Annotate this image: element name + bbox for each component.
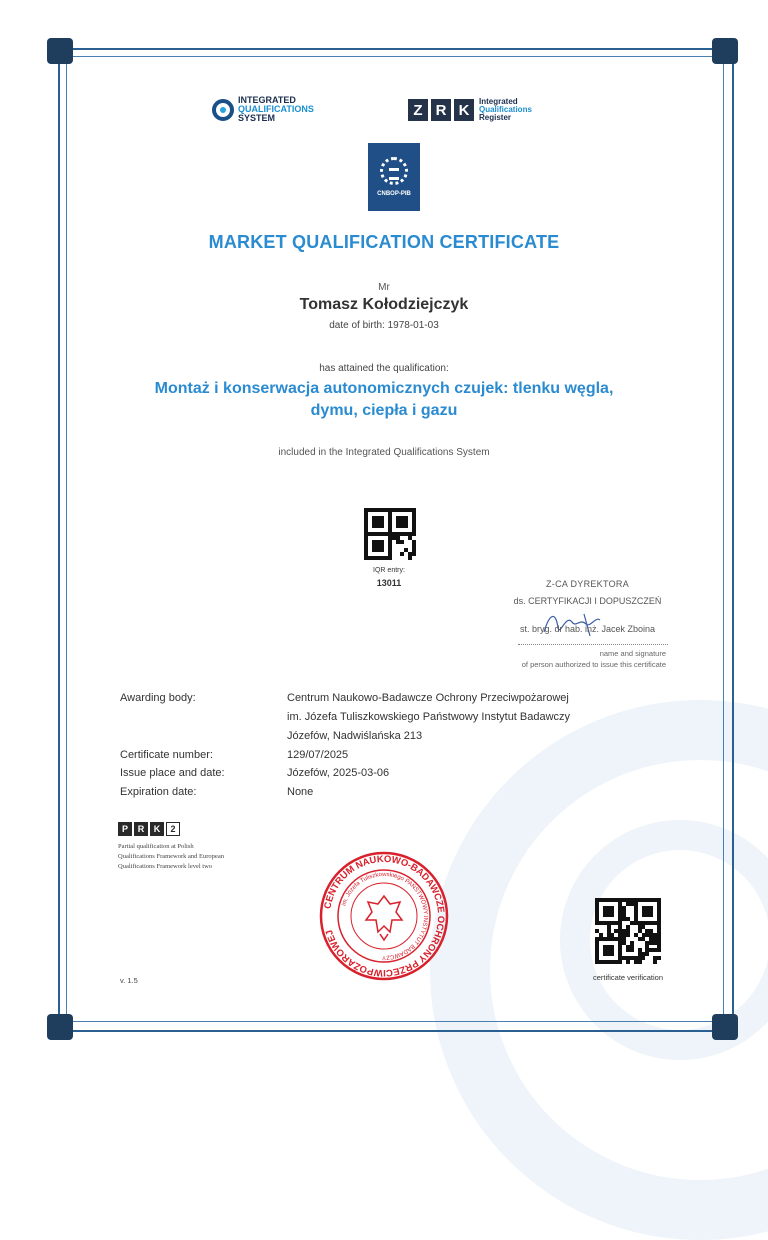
corner-ornament-bottom-right (712, 1014, 738, 1040)
signatory-department: ds. CERTYFIKACJI I DOPUSZCZEŃ (513, 596, 662, 606)
signatory-name: st. bryg. dr hab. inż. Jacek Zboina (519, 624, 656, 634)
corner-ornament-top-right (712, 38, 738, 64)
signature-line (518, 644, 668, 645)
awarding-body-label: Awarding body: (120, 692, 196, 704)
qr-module (412, 556, 416, 560)
prk-level: 2 (166, 822, 180, 836)
prk-description-line3: Qualifications Framework level two (118, 863, 213, 870)
iqs-logo-line3: SYSTEM (238, 113, 276, 123)
qualification-line1: Montaż i konserwacja autonomicznych czujek: tlenku węgla, (154, 380, 614, 397)
iqr-entry-label: IQR entry: (373, 567, 405, 574)
qr-module (657, 960, 661, 964)
qualification-name (0, 378, 768, 422)
attained-text: has attained the qualification: (319, 363, 449, 374)
expiration-date-value: None (287, 786, 314, 798)
version-label: v. 1.5 (120, 976, 138, 985)
prk-logo (118, 822, 180, 836)
certificate-title: MARKET QUALIFICATION CERTIFICATE (208, 232, 560, 252)
cnbop-emblem-icon (380, 157, 408, 185)
prk-description-line2: Qualifications Framework and European (118, 853, 224, 860)
iqr-entry-number: 13011 (376, 578, 402, 588)
issue-place-date-label: Issue place and date: (120, 767, 225, 779)
iqs-logo-icon (212, 99, 234, 121)
prk-letter-p: P (118, 822, 132, 836)
zrk-logo-line3: Register (479, 113, 512, 122)
iqs-logo (212, 96, 314, 123)
prk-description-line1: Partial qualification at Polish (118, 843, 194, 850)
eagle-emblem-icon (366, 896, 402, 940)
prk-letter-k: K (150, 822, 164, 836)
prk-letter-r: R (134, 822, 148, 836)
prk-description (118, 842, 268, 872)
certificate-verification-qr-code[interactable] (595, 898, 661, 964)
iqs-logo-line1: INTEGRATED (238, 95, 296, 105)
expiration-date-label: Expiration date: (120, 786, 197, 798)
awarding-body-name: Centrum Naukowo-Badawcze Ochrony Przeciwpożarowej (287, 692, 569, 704)
zrk-logo-text (479, 98, 532, 122)
iqs-logo-line2: QUALIFICATIONS (238, 104, 314, 114)
zrk-letter-r: R (431, 99, 451, 121)
stamp-outer-text: CENTRUM NAUKOWO-BADAWCZE OCHRONY PRZECIWPOŻAROWEJ (322, 853, 447, 979)
zrk-logo-line2: Qualifications (479, 105, 532, 114)
official-seal-stamp (318, 850, 450, 982)
signature-caption (490, 648, 666, 670)
awarding-body-address: Józefów, Nadwiślańska 213 (287, 730, 423, 742)
svg-text:im. Józefa Tuliszkowskiego PAŃ (341, 872, 428, 960)
iqr-entry-qr-code[interactable] (364, 508, 416, 560)
signatory-position: Z-CA DYREKTORA (545, 579, 630, 589)
certificate-number-label: Certificate number: (120, 749, 213, 761)
zrk-logo (408, 98, 532, 122)
awarding-body-name-line2: im. Józefa Tuliszkowskiego Państwowy Instytut Badawczy (287, 711, 571, 723)
zrk-logo-line1: Integrated (479, 97, 518, 106)
signature-caption-line1: name and signature (599, 649, 666, 658)
holder-name: Tomasz Kołodziejczyk (299, 296, 469, 313)
qualification-line2: dymu, ciepła i gazu (310, 402, 458, 419)
certificate-number-value: 129/07/2025 (287, 749, 349, 761)
stamp-inner-text: im. Józefa Tuliszkowskiego PAŃSTWOWY INSTYTUT BADAWCZY (341, 871, 429, 961)
certificate-verification-label: certificate verification (592, 973, 664, 982)
cnbop-logo (368, 143, 420, 211)
iqs-logo-text (238, 96, 314, 123)
zrk-letter-k: K (454, 99, 474, 121)
corner-ornament-bottom-left (47, 1014, 73, 1040)
issue-place-date-value: Józefów, 2025-03-06 (287, 767, 390, 779)
cnbop-logo-label: CNBOP-PIB (377, 191, 411, 197)
honorific: Mr (378, 282, 390, 293)
date-of-birth: date of birth: 1978-01-03 (329, 320, 439, 331)
signature-caption-line2: of person authorized to issue this certificate (521, 660, 666, 669)
corner-ornament-top-left (47, 38, 73, 64)
zrk-letter-z: Z (408, 99, 428, 121)
included-text: included in the Integrated Qualifications System (278, 447, 490, 458)
